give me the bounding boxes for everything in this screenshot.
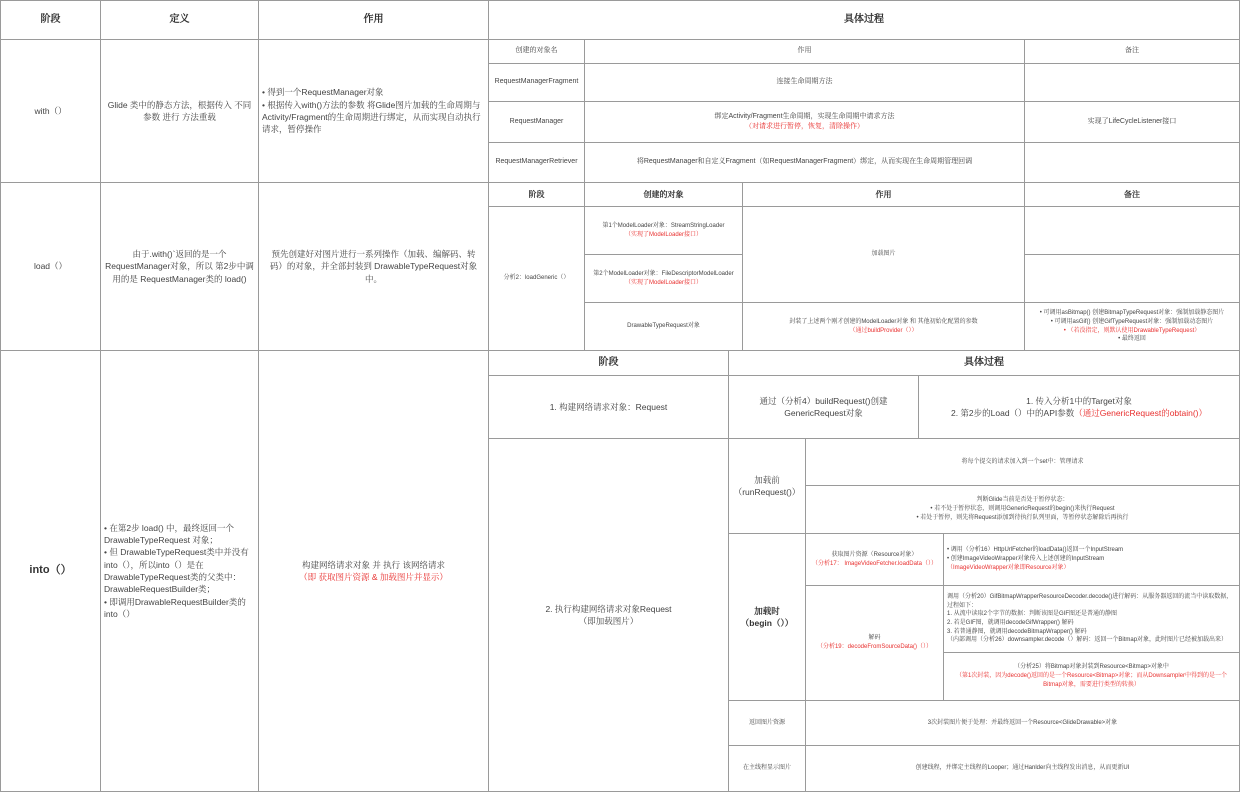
wrap-text: 封装了上述两个刚才创建的ModelLoader对象 和 其他初始化配置的参数 bbox=[789, 318, 978, 325]
with-object-role: 将RequestManager和自定义Fragment（如RequestManagerFragment）绑定，从而实现在生命周期管理回调 bbox=[584, 142, 1025, 183]
step2-stage bbox=[488, 438, 729, 792]
wrap-highlight: （通过buildProvider（）） bbox=[849, 327, 918, 334]
label-text: 加载时 bbox=[754, 605, 780, 616]
note-line: • 可调用asGif() 创建GifTypeRequest对象：强制加载动态图片 bbox=[1050, 318, 1214, 325]
with-object-role: 连接生命周期方法 bbox=[584, 63, 1025, 102]
step1-create: 通过（分析4）buildRequest()创建GenericRequest对象 bbox=[728, 375, 919, 439]
detail-line: • 调用（分析16）HttpUrlFetcher的loadData()返回一个InputStream bbox=[947, 547, 1124, 554]
display-text: 创建线程，并绑定主线程的Looper；通过Hanlder向主线程发出消息，从而更新UI bbox=[805, 745, 1240, 792]
load-object: DrawableTypeRequest对象 bbox=[584, 302, 743, 351]
role-highlight: （即 获取图片资源 & 加载图片并显示） bbox=[299, 572, 448, 582]
display-label: 在主线程显示图片 bbox=[728, 745, 806, 792]
header-stage: 阶段 bbox=[0, 0, 101, 40]
decode-label bbox=[805, 585, 944, 701]
wrap-text: （分析25）将Bitmap对象封装到Resource<Bitmap>对象中 bbox=[1014, 664, 1169, 671]
with-table-header: 备注 bbox=[1024, 39, 1240, 64]
params-line: 1. 传入分析1中的Target对象 bbox=[1026, 395, 1132, 406]
header-role: 作用 bbox=[258, 0, 489, 40]
detail-highlight: （ImageVideoWrapper对象即Resource对象） bbox=[947, 564, 1070, 571]
load-note-empty bbox=[1024, 206, 1240, 255]
detail-line: 1. 从流中读取2个字节的数据：判断该图是GIF图还是普通的静图 bbox=[947, 611, 1118, 618]
load-stage: load（） bbox=[0, 182, 101, 351]
with-role-line: • 根据传入with()方法的参数 将Glide图片加载的生命周期与Activity/Fragment的生命周期进行绑定，从而实现自动执行请求，暂停操作 bbox=[262, 99, 481, 135]
header-definition: 定义 bbox=[100, 0, 259, 40]
definition-line: • 但 DrawableTypeRequest类中并没有into（），所以into（）是在DrawableTypeRequest类的父类中：DrawableRequestBuilder类； bbox=[104, 547, 249, 595]
with-definition: Glide 类中的静态方法，根据传入 不同参数 进行 方法重载 bbox=[100, 39, 259, 183]
params-highlight: （通过GenericRequest的obtain()） bbox=[1074, 408, 1208, 418]
load-object bbox=[584, 254, 743, 303]
into-stage: into（） bbox=[0, 350, 101, 792]
params-text: 2. 第2步的Load（）中的API参数 bbox=[950, 408, 1075, 418]
object-text: 第2个ModelLoader对象：FileDescriptorModelLoader bbox=[593, 270, 734, 277]
load-role: 预先创建好对图片进行一系列操作（加载、编解码、转码）的对象，并全部封装到 DrawableTypeRequest对象中。 bbox=[258, 182, 489, 351]
load-substage: 分析2：loadGeneric（） bbox=[488, 206, 585, 351]
load-notes bbox=[1024, 302, 1240, 351]
definition-line: • 即调用DrawableRequestBuilder类的into（） bbox=[104, 596, 246, 619]
label-sub: （begin（）） bbox=[740, 618, 794, 628]
with-object-note bbox=[1024, 142, 1240, 183]
fetch-highlight: （分析17： ImageVideoFetcher.loadData（）） bbox=[812, 560, 937, 567]
detail-line: 2. 若是GIF图，就调用decodeGifWrapper() 解码 bbox=[947, 620, 1074, 626]
object-highlight: （实现了ModelLoader接口） bbox=[624, 231, 703, 238]
object-text: 第1个ModelLoader对象：StreamStringLoader bbox=[602, 222, 725, 229]
with-table-header: 作用 bbox=[584, 39, 1025, 64]
fetch-detail bbox=[943, 533, 1240, 586]
with-table-header: 创建的对象名 bbox=[488, 39, 585, 64]
step1-params bbox=[918, 375, 1240, 439]
with-object-note: 实现了LifeCycleListener接口 bbox=[1024, 101, 1240, 143]
check-line: 判断Glide当前是否处于暂停状态： bbox=[976, 497, 1069, 504]
load-note-empty bbox=[1024, 254, 1240, 303]
with-object-note bbox=[1024, 63, 1240, 102]
with-object-name: RequestManagerRetriever bbox=[488, 142, 585, 183]
with-role-line: • 得到一个RequestManager对象 bbox=[262, 87, 384, 98]
load-table-header: 创建的对象 bbox=[584, 182, 743, 207]
note-line: • 最终返回 bbox=[1118, 336, 1146, 343]
detail-line: 3. 若普通静图，就调用decodeBitmapWrapper() 解码 bbox=[947, 628, 1087, 635]
load-definition: 由于.with()`返回的是一个RequestManager对象，所以 第2步中调用的是 RequestManager类的 load() bbox=[100, 182, 259, 351]
role-highlight: （对请求进行暂停，恢复，清除操作） bbox=[745, 123, 864, 130]
during-label bbox=[728, 533, 806, 701]
return-text: 3次封装图片便于处理：并最终返回一个Resource<GlideDrawable>对象 bbox=[805, 700, 1240, 746]
detail-line: • 创建ImageVideoWrapper对象传入上述创建的InputStream bbox=[947, 556, 1105, 563]
before-label bbox=[728, 438, 806, 534]
with-object-name: RequestManagerFragment bbox=[488, 63, 585, 102]
return-label: 返回图片资源 bbox=[728, 700, 806, 746]
with-role bbox=[258, 39, 489, 183]
stage-text: 2. 执行构建网络请求对象Request bbox=[545, 603, 672, 614]
wrap-highlight: （第1次封装，因为decode()返回的是一个Resource<Bitmap>对象；而从Downsampler中得到的是一个Bitmap对象，需要进行类型的转换） bbox=[955, 673, 1228, 688]
load-table-header: 备注 bbox=[1024, 182, 1240, 207]
stage-sub: （即加载图片） bbox=[578, 616, 639, 626]
load-table-header: 作用 bbox=[742, 182, 1025, 207]
before-manage: 将每个提交的请求加入到一个set中：管理请求 bbox=[805, 438, 1240, 486]
with-object-name: RequestManager bbox=[488, 101, 585, 143]
step1-stage: 1. 构建网络请求对象：Request bbox=[488, 375, 729, 439]
note-line: • （若没指定，则默认使用DrawableTypeRequest） bbox=[1063, 327, 1201, 334]
load-table-header: 阶段 bbox=[488, 182, 585, 207]
load-role-wrap bbox=[742, 302, 1025, 351]
header-process: 具体过程 bbox=[488, 0, 1240, 40]
object-highlight: （实现了ModelLoader接口） bbox=[624, 279, 703, 286]
decode-highlight: （分析19：decodeFromSourceData()（）） bbox=[816, 644, 933, 650]
decode-wrap bbox=[943, 652, 1240, 701]
with-stage: with（） bbox=[0, 39, 101, 183]
load-role-load: 加载图片 bbox=[742, 206, 1025, 303]
detail-line: 调用（分析20）GifBitmapWrapperResourceDecoder.decode()进行解码：从服务器返回的流当中读取数据，过程如下： bbox=[947, 593, 1233, 609]
before-pause-check bbox=[805, 485, 1240, 534]
check-line: • 若处于暂停，则先将Request添加到待执行队列里面，等暂停状态解除后再执行 bbox=[916, 514, 1129, 521]
role-text: 构建网络请求对象 并 执行 该网络请求 bbox=[301, 559, 446, 570]
check-line: • 若不处于暂停状态，则调用GenericRequest的begin()来执行Request bbox=[930, 506, 1115, 513]
note-line: • 可调用asBitmap() 创建BitmapTypeRequest对象：强制加载静态图片 bbox=[1039, 310, 1225, 317]
load-object bbox=[584, 206, 743, 255]
role-text: 绑定Activity/Fragment生命周期，实现生命周期中请求方法 bbox=[714, 112, 895, 120]
into-role bbox=[258, 350, 489, 792]
decode-text: 解码 bbox=[868, 635, 881, 642]
definition-line: • 在第2步 load() 中，最终返回一个DrawableTypeRequest 对象； bbox=[104, 522, 235, 546]
params-line bbox=[951, 407, 1207, 419]
label-text: 加载前 bbox=[754, 474, 780, 485]
decode-detail bbox=[943, 585, 1240, 653]
detail-line: （内部调用（分析26）downsampler.decode（）解码：返回一个Bitmap对象，此时图片已经被加载出来） bbox=[947, 637, 1228, 644]
fetch-label bbox=[805, 533, 944, 586]
label-sub: （runRequest()） bbox=[733, 487, 801, 497]
with-object-role bbox=[584, 101, 1025, 143]
into-table-header: 具体过程 bbox=[728, 350, 1240, 376]
fetch-text: 获取图片资源（Resource对象） bbox=[831, 551, 918, 558]
into-table-header: 阶段 bbox=[488, 350, 729, 376]
into-definition bbox=[100, 350, 259, 792]
